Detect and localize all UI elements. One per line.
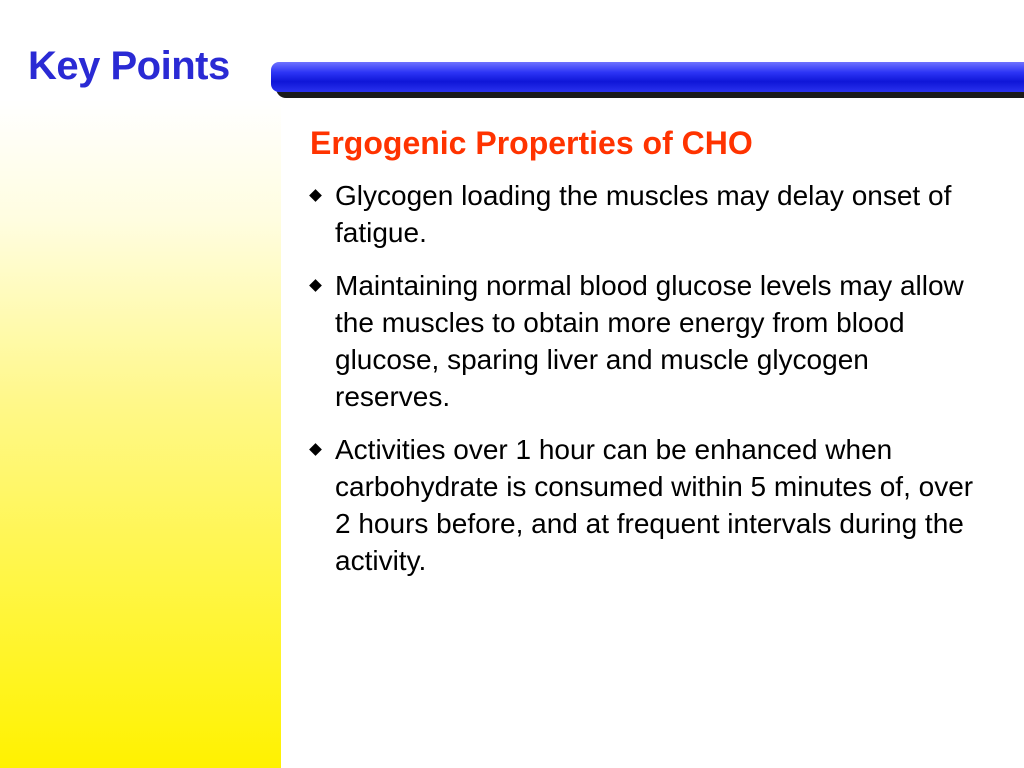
slide-content (310, 126, 1010, 595)
bullet-text: Activities over 1 hour can be enhanced when carbohydrate is consumed within 5 minutes of, over 2 hours before, and at frequent intervals during the activity. (335, 434, 974, 577)
bullet-item (310, 177, 985, 251)
diamond-bullet-icon (309, 279, 322, 292)
title-bar (271, 62, 1024, 92)
yellow-gradient-panel (0, 100, 281, 768)
diamond-bullet-icon (309, 189, 322, 202)
bullet-list (310, 177, 1010, 579)
bullet-text: Glycogen loading the muscles may delay onset of fatigue. (335, 180, 952, 249)
bullet-item (310, 431, 985, 579)
diamond-bullet-icon (309, 443, 322, 456)
bullet-text: Maintaining normal blood glucose levels may allow the muscles to obtain more energy from blood glucose, sparing liver and muscle glycogen reserves. (335, 270, 964, 413)
slide-subtitle: Ergogenic Properties of CHO (310, 125, 753, 161)
slide-title: Key Points (28, 44, 230, 88)
bullet-item (310, 267, 985, 415)
